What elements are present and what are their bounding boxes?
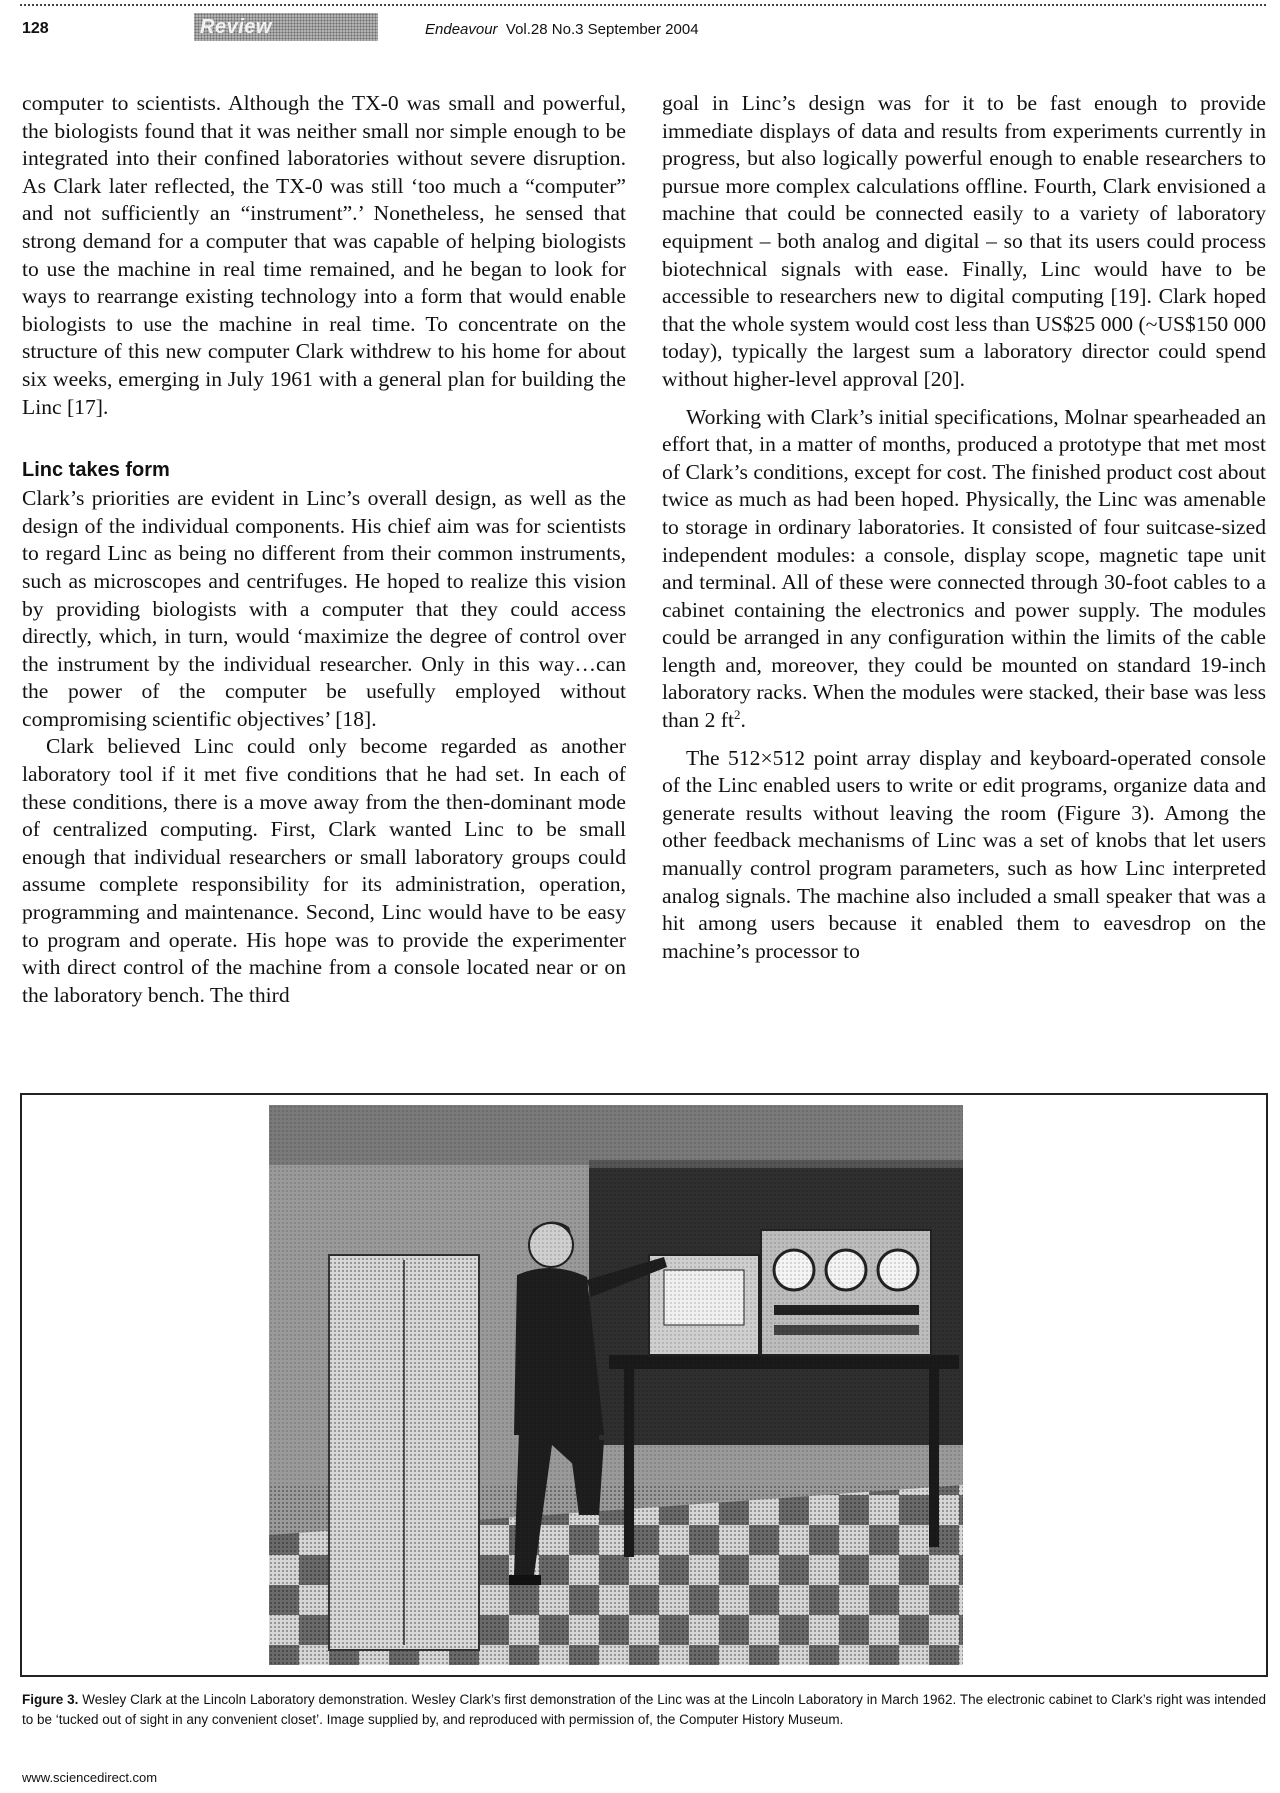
left-column [22, 90, 626, 1009]
journal-reference [425, 21, 699, 38]
figure-frame [20, 1093, 1268, 1677]
figure-caption [22, 1690, 1266, 1730]
right-paragraph-2-text: Working with Clark’s initial specifications, Molnar spearheaded an effort that, in a matter of months, produced a prototype that met most of Clark’s conditions, except for cost. The finished product cost about twice as much as had been hoped. Physically, the Linc was amenable to storage in ordinary laboratories. It consisted of four suitcase-sized independent modules: a console, display scope, magnetic tape unit and terminal. All of these were connected through 30-foot cables to a cabinet containing the electronics and power supply. The modules could be arranged in any configuration within the limits of the cable length and, moreover, they could be mounted on standard 19-inch laboratory racks. When the modules were stacked, their base was less than 2 ft [662, 404, 1266, 733]
right-paragraph-2 [662, 404, 1266, 735]
squared-superscript: 2 [733, 706, 741, 722]
section-tag [194, 13, 378, 41]
page-header [0, 0, 1280, 48]
section-tag-label: Review [200, 16, 272, 38]
footer-url[interactable]: www.sciencedirect.com [22, 1770, 158, 1785]
section-heading: Linc takes form [22, 459, 170, 482]
page-number: 128 [22, 20, 49, 37]
left-paragraph-3: Clark believed Linc could only become regarded as another laboratory tool if it met five conditions that he had set. In each of these conditions, there is a move away from the then-dominant mode of centralized computing. First, Clark wanted Linc to be small enough that individual researchers or small laboratory groups could assume complete responsibility for its administration, operation, programming and maintenance. Second, Linc would have to be easy to program and operate. His hope was to provide the experimenter with direct control of the machine from a console located near or on the laboratory bench. The third [22, 734, 626, 1007]
figure-caption-text: Wesley Clark at the Lincoln Laboratory demonstration. Wesley Clark’s first demonstration of the Linc was at the Lincoln Laboratory in March 1962. The electronic cabinet to Clark’s right was intended to be ‘tucked out of sight in any convenient closet’. Image supplied by, and reproduced with permission of, the Computer History Museum. [22, 1692, 1267, 1727]
right-paragraph-2-end: . [740, 708, 746, 733]
left-paragraph-1: computer to scientists. Although the TX-0 was small and powerful, the biologists found that it was neither small nor simple enough to be integrated into their confined laboratories without severe disruption. As Clark later reflected, the TX-0 was still ‘too much a “computer” and not sufficiently an “instrument”.’ Nonetheless, he sensed that strong demand for a computer that was capable of helping biologists to use the machine in real time remained, and he began to look for ways to rearrange existing technology into a form that would enable biologists to use the machine in real time. To concentrate on the structure of this new computer Clark withdrew to his home for about six weeks, emerging in July 1961 with a general plan for building the Linc [17]. [22, 91, 626, 419]
figure-label: Figure 3. [22, 1692, 79, 1707]
journal-issue: Vol.28 No.3 September 2004 [505, 21, 699, 38]
left-paragraph-2: Clark’s priorities are evident in Linc’s overall design, as well as the design of the individual components. His chief aim was for scientists to regard Linc as being no different from their common instruments, such as microscopes and centrifuges. He hoped to realize this vision by providing biologists with a computer that they could access directly, which, in turn, would ‘maximize the degree of control over the instrument by the individual researcher. Only in this way…can the power of the computer be usefully employed without compromising scientific objectives’ [18]. [22, 486, 626, 731]
right-paragraph-1: goal in Linc’s design was for it to be fast enough to provide immediate displays of data and results from experiments currently in progress, but also logically powerful enough to enable researchers to pursue more complex calculations offline. Fourth, Clark envisioned a machine that could be connected easily to a variety of laboratory equipment – both analog and digital – so that its users could process biotechnical signals with ease. Finally, Linc would have to be accessible to researchers new to digital computing [19]. Clark hoped that the whole system would cost less than US$25 000 (~US$150 000 today), typically the largest sum a laboratory director could spend without higher-level approval [20]. [662, 91, 1266, 391]
right-paragraph-3: The 512×512 point array display and keyboard-operated console of the Linc enabled users to write or edit programs, organize data and generate results without leaving the room (Figure 3). Among the other feedback mechanisms of Linc was a set of knobs that let users manually control program parameters, such as how Linc interpreted analog signals. The machine also included a small speaker that was a hit among users because it enabled them to eavesdrop on the machine’s processor to [662, 745, 1266, 963]
right-column [662, 90, 1266, 965]
linc-demonstration-photo [269, 1105, 963, 1665]
header-dotted-rule [20, 4, 1266, 6]
journal-name: Endeavour [425, 21, 498, 38]
